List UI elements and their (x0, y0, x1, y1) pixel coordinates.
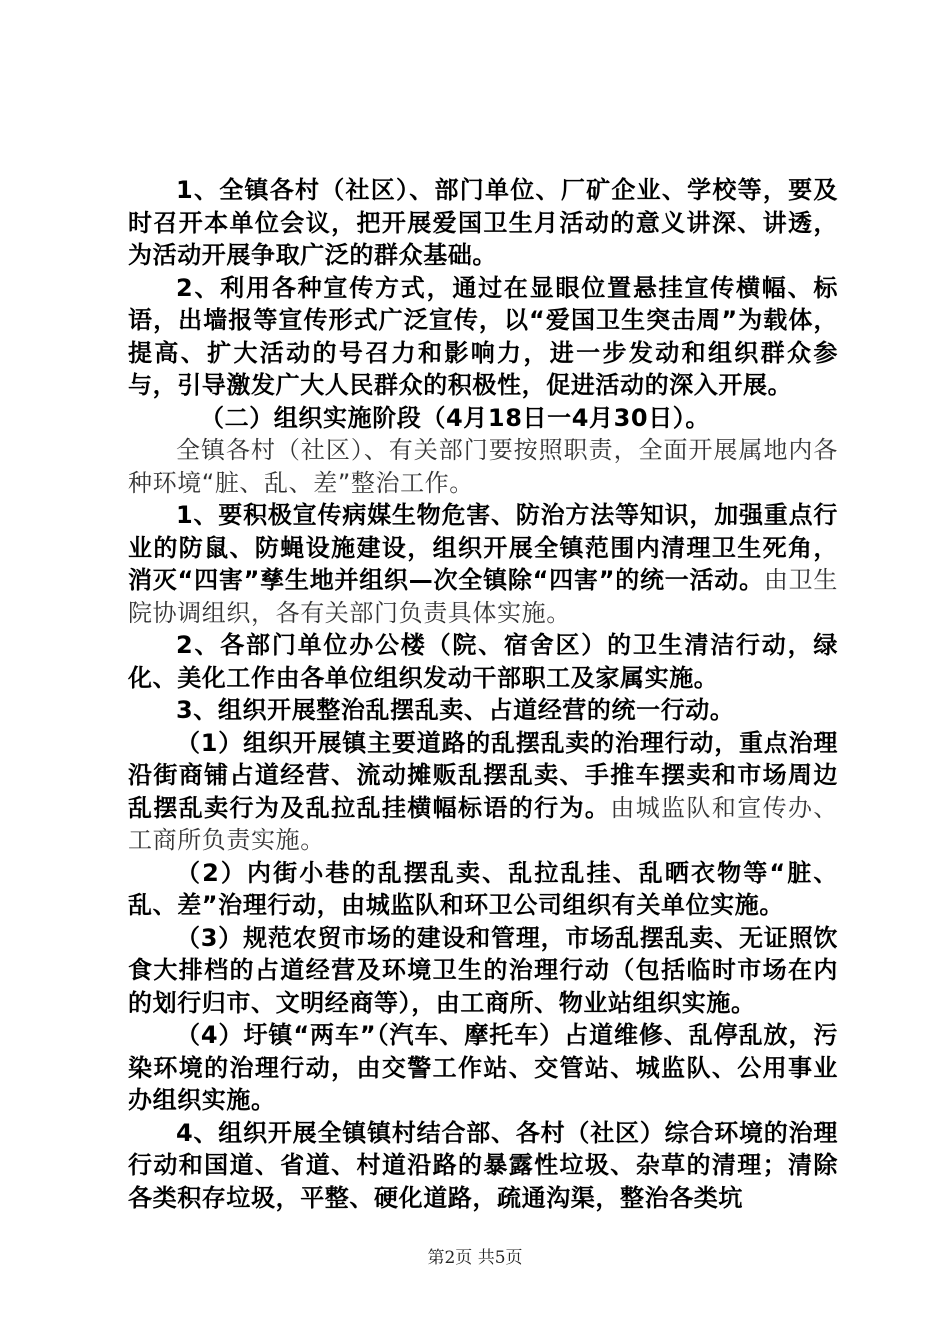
paragraph-2: 2、利用各种宣传方式，通过在显眼位置悬挂宣传横幅、标语，出墙报等宣传形式广泛宣传，以“爱国卫生突击周”为载体，提高、扩大活动的号召力和影响力，进一步发动和组织群众参与，引导激发广大人民群众的积极性，促进活动的深入开展。 (128, 273, 838, 399)
paragraph-1: 1、全镇各村（社区）、部门单位、厂矿企业、学校等，要及时召开本单位会议，把开展爱国卫生月活动的意义讲深、讲透，为活动开展争取广泛的群众基础。 (128, 176, 838, 269)
paragraph-item-1-main: 1、要积极宣传病媒生物危害、防治方法等知识，加强重点行业的防鼠、防蝇设施建设，组织开展全镇范围内清理卫生死角，消灭“四害”孳生地并组织—次全镇除“四害”的统一活动。 (128, 501, 838, 594)
paragraph-item-1 (128, 499, 838, 629)
paragraph-item-3: 3、组织开展整治乱摆乱卖、占道经营的统一行动。 (176, 696, 735, 724)
paragraph-item-1-responsible: 由卫生院协调组织，各有关部门负责具体实施。 (128, 566, 838, 627)
paragraph-subitem-3: （3）规范农贸市场的建设和管理，市场乱摆乱卖、无证照饮食大排档的占道经营及环境卫生的治理行动（包括临时市场在内的划行归市、文明经商等），由工商所、物业站组织实施。 (128, 923, 838, 1017)
paragraph-subitem-1-responsible: 由城监队和宣传办、工商所负责实施。 (128, 793, 838, 854)
paragraph-subitem-1 (128, 727, 838, 857)
paragraph-item-2: 2、各部门单位办公楼（院、宿舍区）的卫生清洁行动，绿化、美化工作由各单位组织发动干部职工及家属实施。 (128, 631, 838, 692)
paragraph-subitem-4: （4）圩镇“两车”（汽车、摩托车）占道维修、乱停乱放，污染环境的治理行动，由交警工作站、交管站、城监队、公用事业办组织实施。 (128, 1021, 838, 1114)
paragraph-intro: 全镇各村（社区）、有关部门要按照职责，全面开展属地内各种环境“脏、乱、差”整治工作。 (128, 436, 838, 497)
document-body (128, 174, 838, 1214)
section-heading-implementation: （二）组织实施阶段（4月18日一4月30日）。 (200, 403, 710, 432)
paragraph-item-4: 4、组织开展全镇镇村结合部、各村（社区）综合环境的治理行动和国道、省道、村道沿路的暴露性垃圾、杂草的清理；清除各类积存垃圾，平整、硬化道路，疏通沟渠，整治各类坑 (128, 1118, 838, 1212)
paragraph-subitem-2: （2）内街小巷的乱摆乱卖、乱拉乱挂、乱晒衣物等“脏、乱、差”治理行动，由城监队和环卫公司组织有关单位实施。 (128, 858, 838, 919)
page-footer: 第2页 共5页 (427, 1248, 523, 1268)
paragraph-subitem-1-main: （1）组织开展镇主要道路的乱摆乱卖的治理行动，重点治理沿街商铺占道经营、流动摊贩乱摆乱卖、手推车摆卖和市场周边乱摆乱卖行为及乱拉乱挂横幅标语的行为。 (128, 728, 838, 822)
